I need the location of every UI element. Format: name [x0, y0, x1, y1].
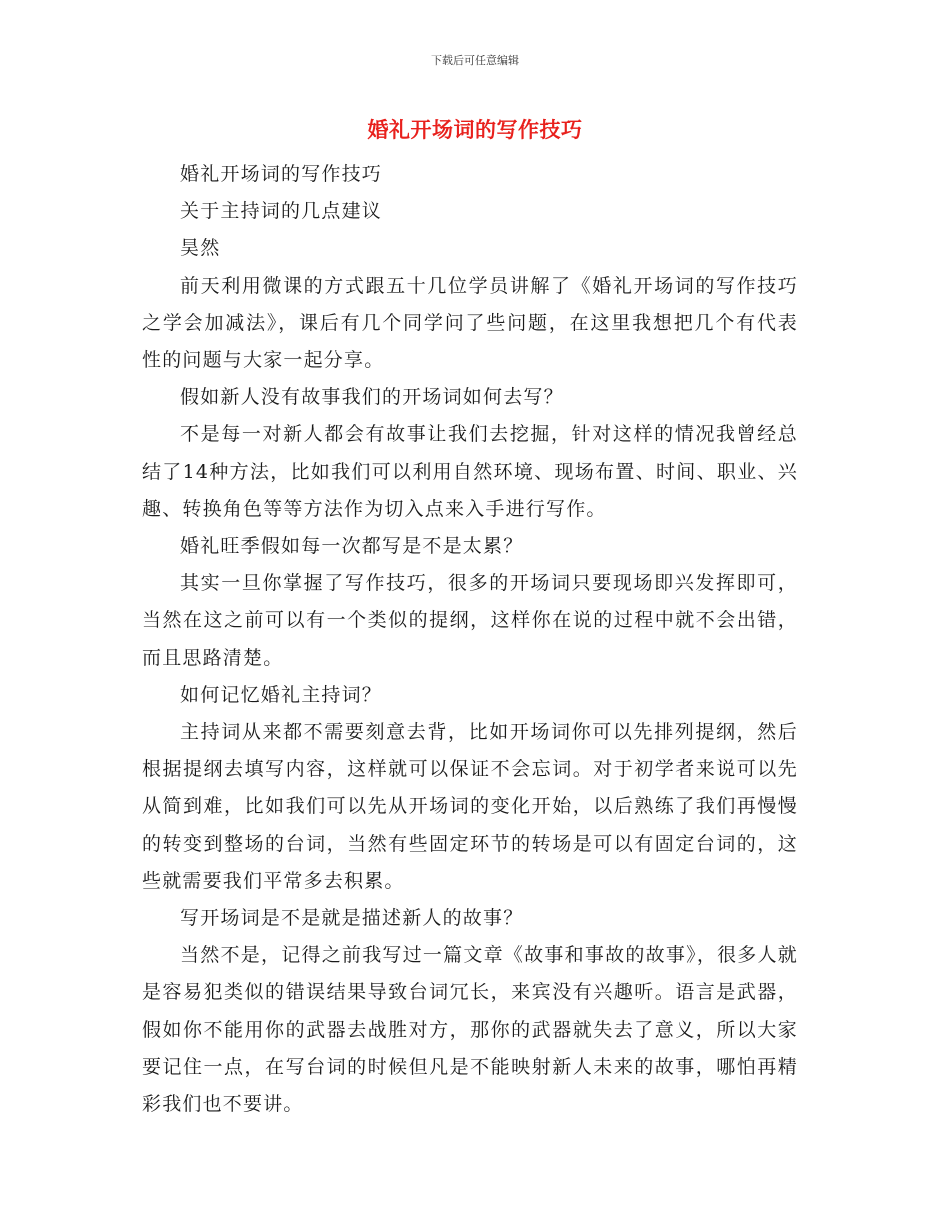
paragraph: 关于主持词的几点建议	[180, 200, 383, 223]
paragraph: 主持词从来都不需要刻意去背，比如开场词你可以先排列提纲，然后根据提纲去填写内容，这样就可以保证不会忘词。对于初学者来说可以先从简到难，比如我们可以先从开场词的变化开始，以后熟练了我们再慢慢的转变到整场的台词，当然有些固定环节的转场是可以有固定台词的，这些就需要我们平常多去积累。	[142, 721, 798, 892]
paragraph: 昊然	[180, 237, 221, 260]
paragraph: 前天利用微课的方式跟五十几位学员讲解了《婚礼开场词的写作技巧之学会加减法》，课后有几个同学问了些问题，在这里我想把几个有代表性的问题与大家一起分享。	[142, 274, 798, 372]
paragraph: 不是每一对新人都会有故事让我们去挖掘，针对这样的情况我曾经总结了14种方法，比如我们可以利用自然环境、现场布置、时间、职业、兴趣、转换角色等等方法作为切入点来入手进行写作。	[142, 423, 798, 520]
page-header: 下载后可任意编辑	[431, 54, 519, 67]
paragraph: 当然不是，记得之前我写过一篇文章《故事和事故的故事》，很多人就是容易犯类似的错误结果导致台词冗长，来宾没有兴趣听。语言是武器，假如你不能用你的武器去战胜对方，那你的武器就失去了意义，所以大家要记住一点，在写台词的时候但凡是不能映射新人未来的故事，哪怕再精彩我们也不要讲。	[142, 944, 798, 1116]
paragraph: 婚礼旺季假如每一次都写是不是太累？	[180, 535, 524, 558]
paragraph: 写开场词是不是就是描述新人的故事？	[180, 907, 524, 930]
paragraph: 如何记忆婚礼主持词？	[180, 683, 383, 706]
paragraph: 假如新人没有故事我们的开场词如何去写？	[180, 386, 564, 409]
document-title: 婚礼开场词的写作技巧	[367, 117, 583, 142]
paragraph: 婚礼开场词的写作技巧	[180, 163, 383, 185]
document-body	[142, 156, 798, 1123]
paragraph: 其实一旦你掌握了写作技巧，很多的开场词只要现场即兴发挥即可，当然在这之前可以有一个类似的提纲，这样你在说的过程中就不会出错，而且思路清楚。	[142, 572, 798, 669]
